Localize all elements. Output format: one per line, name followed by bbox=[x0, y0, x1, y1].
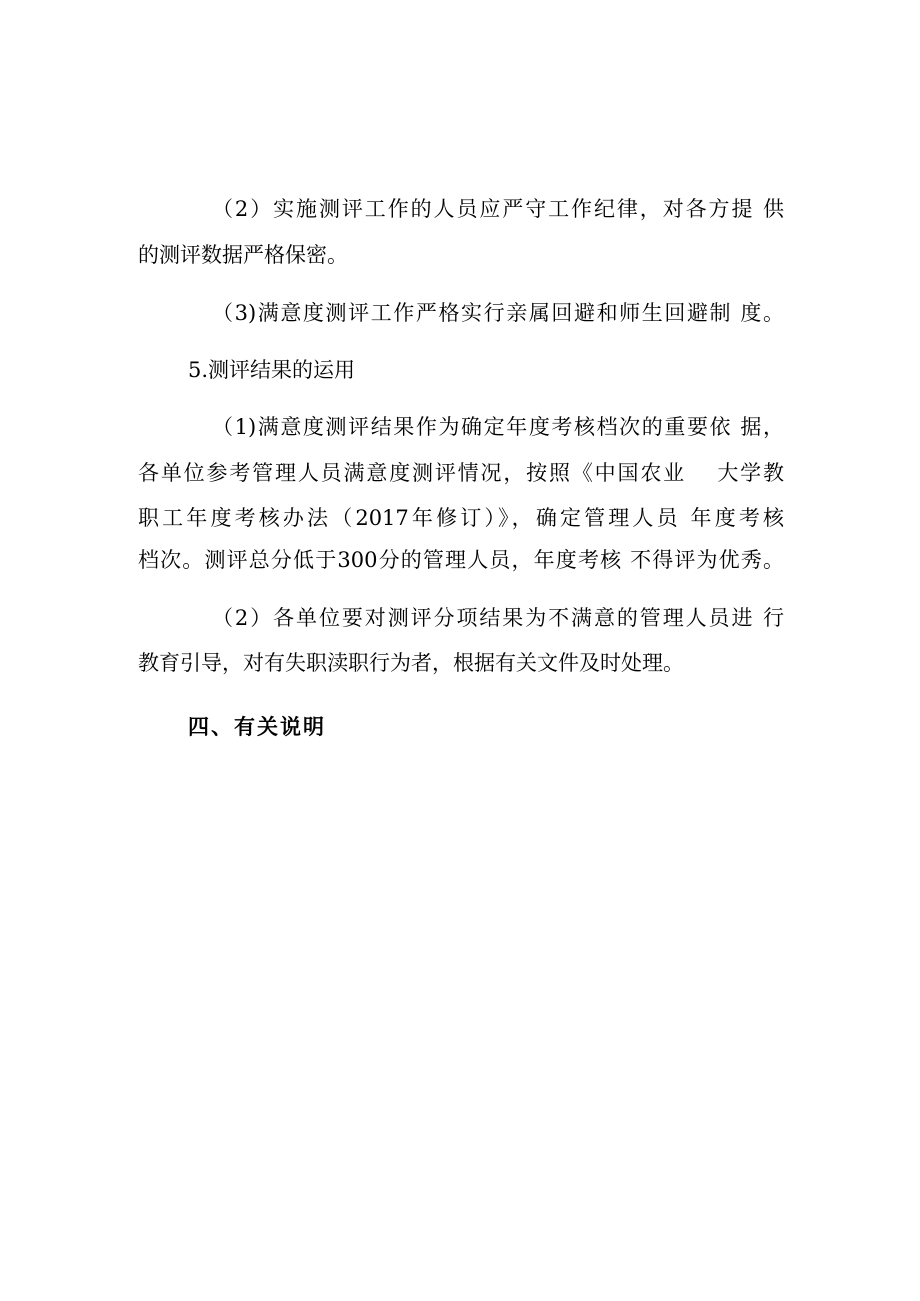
para-results-use-line-2: 各单位参考管理人员满意度测评情况，按照《中国农业 大学教 bbox=[138, 461, 784, 485]
section-5-title: 5.测评结果的运用 bbox=[188, 358, 356, 382]
para-education-line-2: 教育引导，对有失职渎职行为者，根据有关文件及时处理。 bbox=[138, 651, 684, 675]
para-results-use-line-4: 档次。测评总分低于300分的管理人员，年度考核 不得评为优秀。 bbox=[138, 548, 784, 572]
para-confidential-line-2: 的测评数据严格保密。 bbox=[138, 243, 348, 267]
para-results-use-line-3: 职工年度考核办法（2017年修订）》，确定管理人员 年度考核 bbox=[138, 506, 784, 530]
para-education-line-1: （2）各单位要对测评分项结果为不满意的管理人员进 行 bbox=[212, 606, 784, 630]
para-results-use-line-1: （1)满意度测评结果作为确定年度考核档次的重要依 据， bbox=[212, 415, 784, 439]
para-confidential-line-1: （2）实施测评工作的人员应严守工作纪律，对各方提 供 bbox=[212, 197, 784, 221]
para-avoidance-line-1: （3)满意度测评工作严格实行亲属回避和师生回避制 度。 bbox=[212, 301, 784, 325]
section-4-title: 四、有关说明 bbox=[188, 714, 326, 739]
